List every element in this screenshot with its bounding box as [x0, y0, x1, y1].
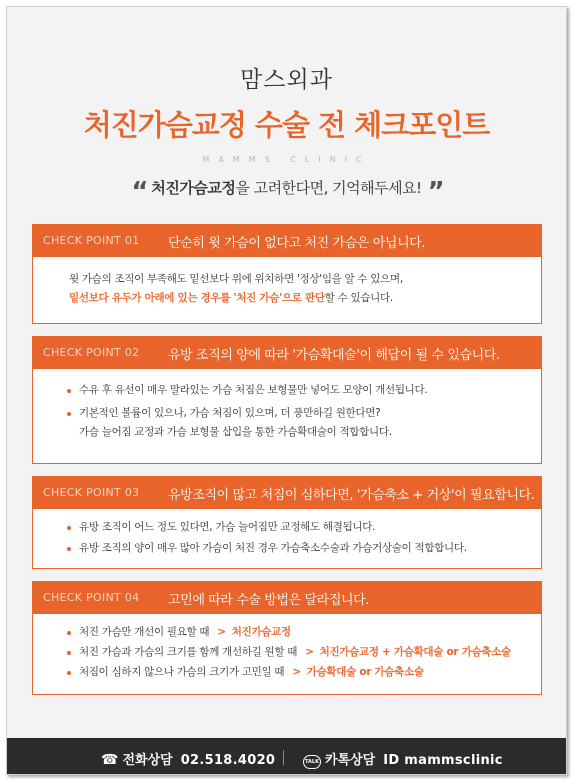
list-item: 수유 후 유선이 매우 말라있는 가슴 처짐은 보형물만 넣어도 모양이 개선됩니다. — [67, 381, 541, 400]
checkpoint-header — [33, 477, 541, 509]
checkpoint-body — [33, 369, 541, 442]
result-text: 처진가슴교정 — [231, 626, 291, 638]
kakaotalk-label: 카톡상담 — [325, 753, 376, 768]
condition-text: 처진 가슴만 개선이 필요할 때 — [79, 626, 210, 638]
checkpoint-label: CHECK POINT 02 — [43, 346, 140, 359]
condition-text: 처진 가슴과 가슴의 크기를 함께 개선하길 원할 때 — [79, 646, 298, 658]
list-item — [67, 643, 541, 662]
highlight-text: 밑선보다 유두가 아래에 있는 경우를 '처진 가슴'으로 판단 — [69, 292, 325, 304]
checkpoint-title: 유방 조직의 양에 따라 '가슴확대술'이 해답이 될 수 있습니다. — [168, 348, 500, 363]
body-line: 기본적인 볼륨이 있으나, 가슴 처짐이 있으며, 더 풍만하길 원한다면? — [79, 407, 381, 419]
phone-contact[interactable] — [101, 749, 275, 768]
phone-label: 전화상담 — [122, 753, 173, 768]
arrow-right-icon: > — [305, 646, 314, 658]
checkpoint-header — [33, 337, 541, 369]
quote-open-icon: “ — [131, 177, 146, 207]
poster-frame — [6, 6, 567, 775]
arrow-right-icon: > — [292, 666, 301, 678]
list-item: 유방 조직이 어느 정도 있다면, 가슴 늘어짐만 교정해도 해결됩니다. — [67, 518, 541, 537]
quote-emphasis: 처진가슴교정 — [151, 179, 236, 197]
checkpoint-card-3 — [32, 476, 542, 569]
body-line: 윗 가슴의 조직이 부족해도 밑선보다 위에 위치하면 '정상'임을 알 수 있으며, — [69, 273, 403, 285]
footer-divider — [283, 750, 284, 765]
phone-number: 02.518.4020 — [180, 753, 276, 768]
condition-text: 처짐이 심하지 않으나 가슴의 크기가 고민일 때 — [79, 666, 285, 678]
brand-title: 맘스외과 — [240, 67, 333, 93]
checkpoint-label: CHECK POINT 04 — [43, 591, 140, 604]
body-line — [69, 289, 541, 308]
body-text: 할 수 있습니다. — [324, 292, 393, 304]
checkpoint-body — [33, 614, 541, 682]
quote-line — [7, 177, 566, 207]
arrow-right-icon: > — [217, 626, 226, 638]
quote-rest: 을 고려한다면, 기억해두세요! — [235, 179, 422, 197]
contact-footer — [7, 738, 566, 775]
chat-bubble-icon: TALK — [303, 755, 321, 769]
checkpoint-header — [33, 582, 541, 614]
checkpoint-header — [33, 225, 541, 257]
phone-icon: ☎ — [101, 752, 119, 768]
checkpoint-card-2 — [32, 336, 542, 464]
sub-brand: MAMMS CLINIC — [202, 155, 371, 164]
kakaotalk-id: ID mammsclinic — [383, 753, 503, 768]
result-text: 처진가슴교정 + 가슴확대술 or 가슴축소술 — [319, 646, 511, 658]
checkpoint-title: 단순히 윗 가슴이 없다고 처진 가슴은 아닙니다. — [168, 236, 426, 251]
result-text: 가슴확대술 or 가슴축소술 — [306, 666, 424, 678]
list-item: 유방 조직의 양이 매우 많아 가슴이 처진 경우 가슴축소수술과 가슴거상술이 적합합니다. — [67, 539, 541, 558]
checkpoint-body — [33, 257, 541, 308]
checkpoint-title: 고민에 따라 수술 방법은 달라집니다. — [168, 593, 370, 608]
checkpoint-card-4 — [32, 581, 542, 695]
list-item — [67, 623, 541, 642]
kakaotalk-contact[interactable] — [303, 749, 503, 769]
headline: 처진가슴교정 수술 전 체크포인트 — [83, 108, 490, 142]
quote-close-icon: ” — [427, 177, 442, 207]
body-line: 가슴 늘어짐 교정과 가슴 보형물 삽입을 통한 가슴확대술이 적합합니다. — [79, 426, 392, 438]
checkpoint-body — [33, 509, 541, 558]
checkpoint-label: CHECK POINT 03 — [43, 486, 140, 499]
checkpoint-label: CHECK POINT 01 — [43, 234, 140, 247]
checkpoint-card-1 — [32, 224, 542, 324]
checkpoint-title: 유방조직이 많고 처짐이 심하다면, '가슴축소 + 거상'이 필요합니다. — [168, 488, 535, 503]
list-item — [67, 663, 541, 682]
list-item — [67, 404, 541, 442]
